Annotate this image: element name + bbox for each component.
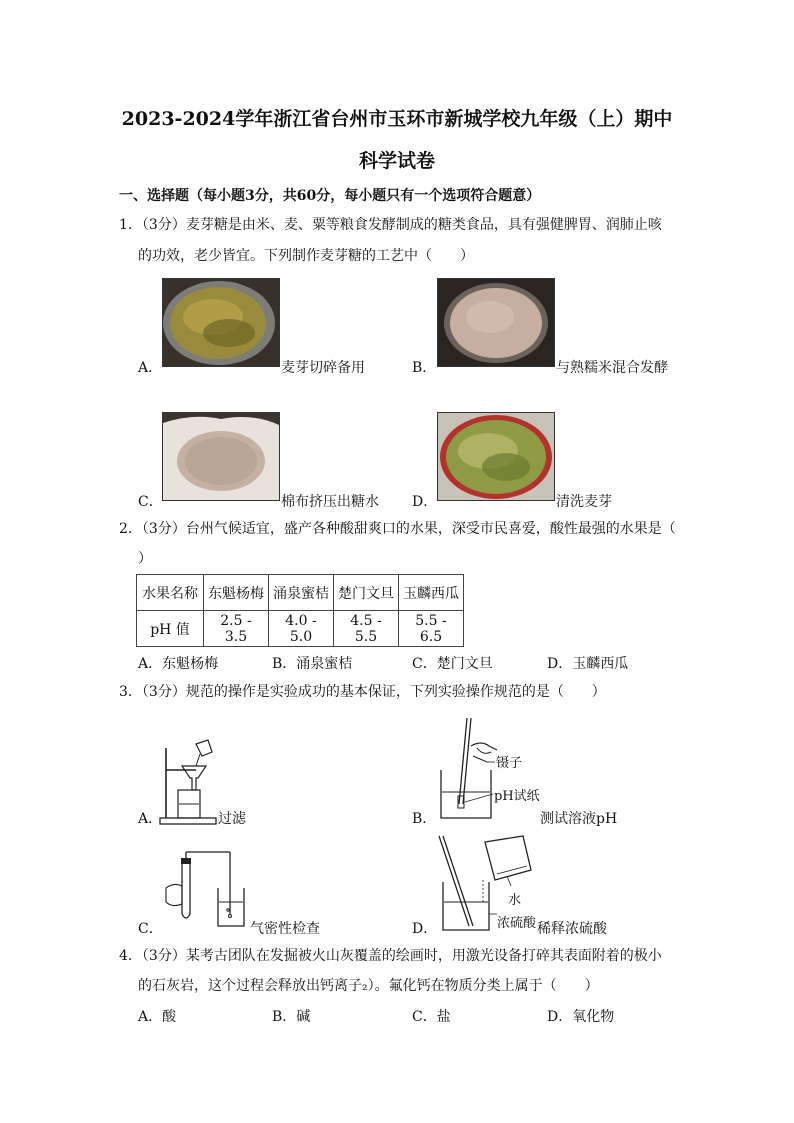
airtightness-check-figure [160,848,252,934]
table-cell: 楚门文旦 [334,575,399,611]
table-cell: 2.5 - 3.5 [204,611,269,647]
q3-stem-line1: 3．（3分）规范的操作是实验成功的基本保证，下列实验操作规范的是（ ） [119,684,606,700]
table-header-row [137,575,464,611]
filtration-apparatus-figure [156,738,218,826]
q2-stem-line1: 2．（3分）台州气候适宜，盛产各种酸甜爽口的水果，深受市民喜爱，酸性最强的水果是（ [119,521,676,537]
q3-option-b-label: 测试溶液pH [540,811,618,827]
page-title-line2: 科学试卷 [358,150,435,172]
q1-option-b-photo [437,278,555,367]
q3-option-d-label: 稀释浓硫酸 [537,921,607,937]
section-heading: 一、选择题（每小题3分，共60分，每小题只有一个选项符合题意） [119,188,541,204]
q3-option-c-label: 气密性检查 [250,921,320,937]
q1-option-c-letter[interactable]: C． [138,494,163,510]
tweezers-label: 镊子 [496,756,523,771]
q1-option-a-photo [162,278,280,367]
conc-acid-label: 浓硫酸 [497,916,537,931]
q1-option-b-label: 与熟糯米混合发酵 [556,360,668,376]
q3-option-b-letter[interactable]: B． [412,811,437,827]
q3-option-a-letter[interactable]: A． [138,811,163,827]
q1-option-c-photo [162,412,280,501]
q1-stem-line1: 1．（3分）麦芽糖是由米、麦、粟等粮食发酵制成的糖类食品，具有强健脾胃、润肺止咳 [119,217,662,233]
table-cell: 玉麟西瓜 [399,575,464,611]
q4-option-a[interactable]: A．酸 [138,1009,177,1025]
table-cell: 4.0 - 5.0 [269,611,334,647]
q2-stem-line2: ） [138,551,152,567]
q3-option-d-letter[interactable]: D． [412,921,438,937]
q1-option-a-label: 麦芽切碎备用 [281,360,365,376]
q4-stem-line2: 的石灰岩，这个过程会释放出钙离子₂）。氟化钙在物质分类上属于（ ） [138,978,599,994]
q1-option-a-letter[interactable]: A． [138,360,163,376]
q3-option-a-label: 过滤 [218,811,246,827]
table-cell: 4.5 - 5.5 [334,611,399,647]
ph-paper-label: pH试纸 [494,789,540,804]
q4-stem-line1: 4．（3分）某考古团队在发掘被火山灰覆盖的绘画时，用激光设备打碎其表面附着的极小 [119,948,662,964]
q2-option-d[interactable]: D．玉麟西瓜 [547,656,629,672]
water-label: 水 [508,893,522,908]
table-cell: 5.5 - 6.5 [399,611,464,647]
q1-stem-line2: 的功效，老少皆宜。下列制作麦芽糖的工艺中（ ） [138,248,474,264]
q4-option-b[interactable]: B．碱 [272,1009,311,1025]
q1-option-d-letter[interactable]: D． [412,494,438,510]
q2-option-a[interactable]: A．东魁杨梅 [138,656,219,672]
table-cell: 东魁杨梅 [204,575,269,611]
ph-test-figure [437,716,547,822]
q2-option-b[interactable]: B．涌泉蜜桔 [272,656,353,672]
q4-option-d[interactable]: D．氧化物 [547,1009,615,1025]
q4-option-c[interactable]: C．盐 [412,1009,451,1025]
q1-option-b-letter[interactable]: B． [412,360,437,376]
q1-option-c-label: 棉布挤压出糖水 [281,494,379,510]
table-cell: 涌泉蜜桔 [269,575,334,611]
table-row [137,611,464,647]
table-cell: pH 值 [137,611,204,647]
page-title-line1: 2023-2024学年浙江省台州市玉环市新城学校九年级（上）期中 [121,108,673,130]
q2-option-c[interactable]: C．楚门文旦 [412,656,493,672]
table-cell: 水果名称 [137,575,204,611]
fruit-ph-table [136,574,464,647]
q3-option-c-letter[interactable]: C． [138,921,163,937]
q1-option-d-photo [437,412,555,501]
q1-option-d-label: 清洗麦芽 [556,494,612,510]
